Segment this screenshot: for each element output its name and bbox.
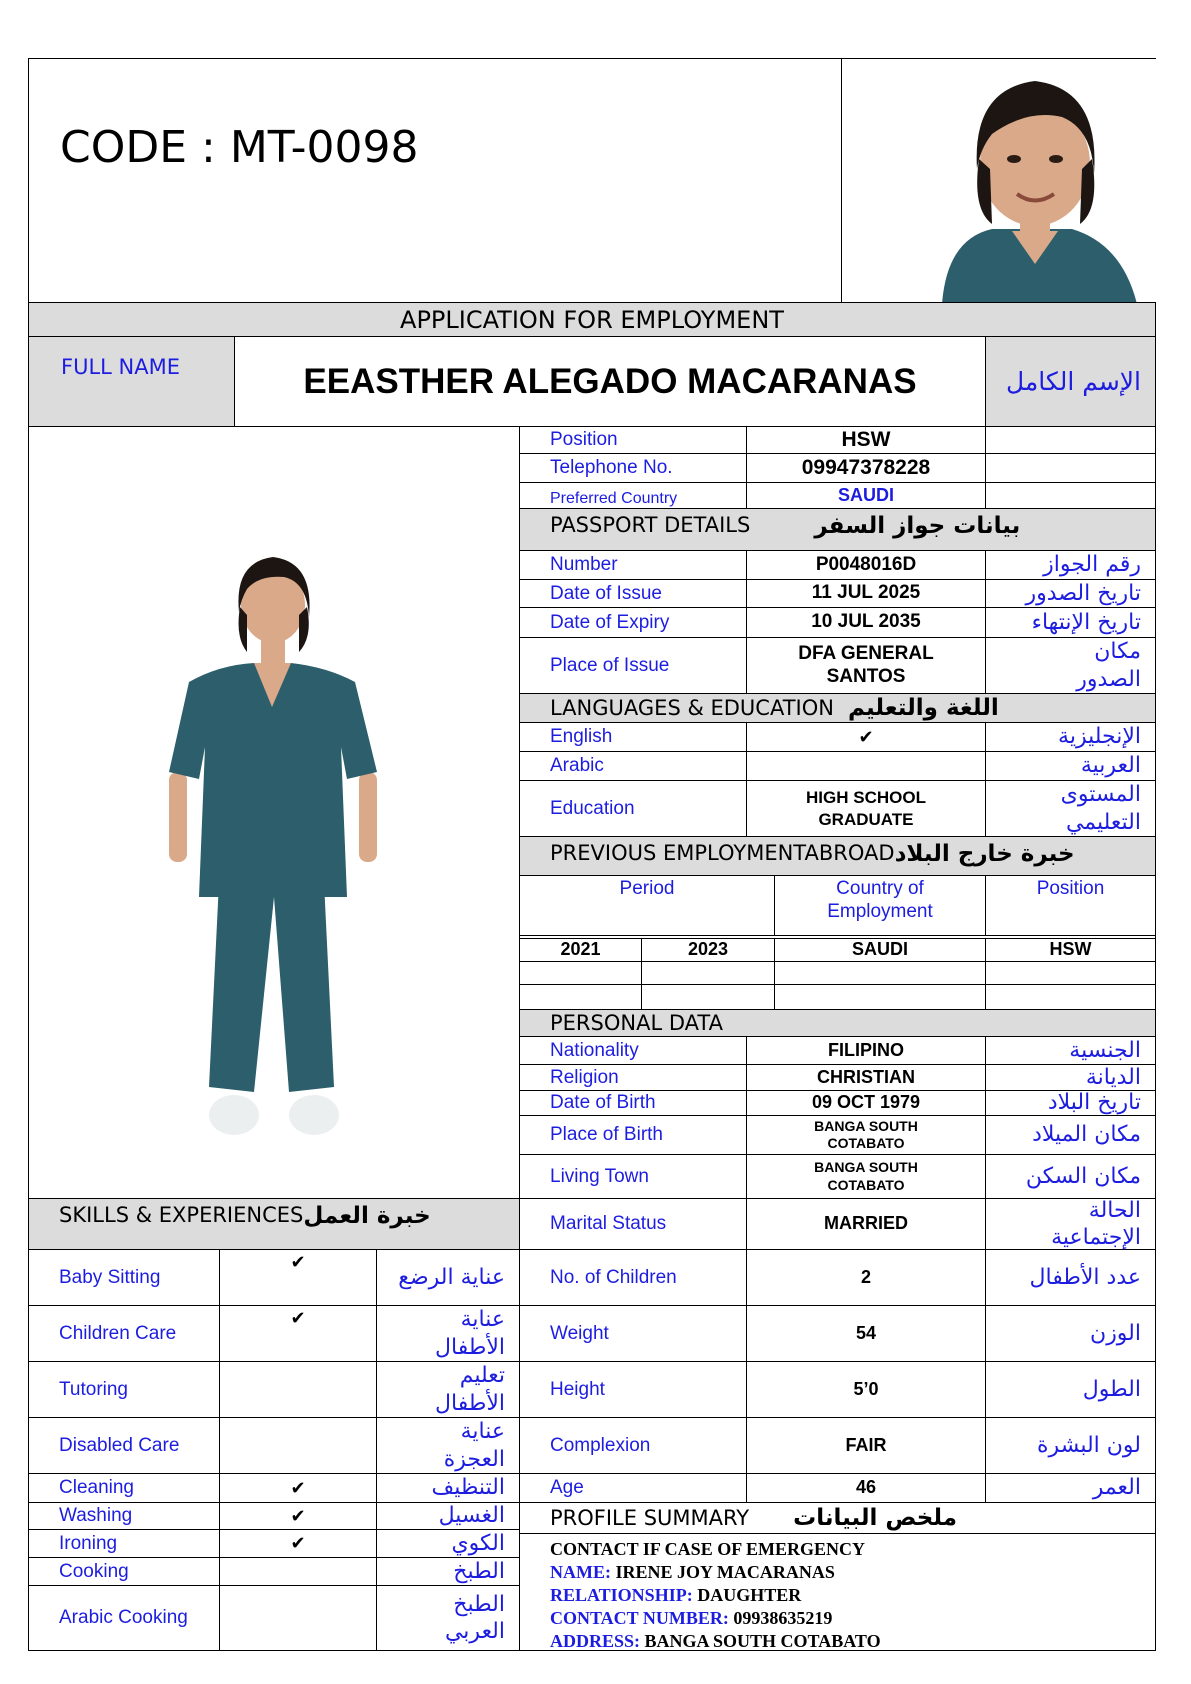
employment-row-1-country: SAUDI [774, 938, 986, 962]
portrait-box [841, 58, 1156, 303]
skill-arabic-cooking-label: Arabic Cooking [28, 1585, 220, 1651]
employment-row-3-to [641, 984, 775, 1010]
emergency-relationship-label: RELATIONSHIP: [550, 1585, 693, 1605]
nationality-value: FILIPINO [746, 1036, 986, 1065]
skill-cleaning-label: Cleaning [28, 1473, 220, 1503]
personal-data-header [519, 1009, 1156, 1037]
emergency-address-label: ADDRESS: [550, 1631, 641, 1651]
living-town-value: BANGA SOUTH COTABATO [746, 1154, 986, 1199]
full-name-label: FULL NAME [61, 355, 180, 379]
preferred-country-value: SAUDI [746, 482, 986, 509]
employment-row-2-to [641, 961, 775, 985]
age-value: 46 [746, 1473, 986, 1503]
skill-cooking-arabic: الطبخ [376, 1557, 520, 1586]
skill-tutoring-arabic: تعليم الأطفال [376, 1361, 520, 1418]
telephone-value: 09947378228 [746, 453, 986, 483]
telephone-arabic-cell [985, 453, 1156, 483]
place-of-issue-value: DFA GENERAL SANTOS [746, 637, 986, 694]
expiry-date-label: Date of Expiry [519, 607, 747, 638]
employment-row-2-country [774, 961, 986, 985]
emergency-contact-number: 09938635219 [733, 1608, 833, 1628]
religion-value: CHRISTIAN [746, 1064, 986, 1091]
skill-cleaning-arabic: التنظيف [376, 1473, 520, 1503]
skill-baby-sitting-check: ✔ [219, 1249, 377, 1306]
skill-arabic-cooking-check [219, 1585, 377, 1651]
profile-summary-header [519, 1502, 1156, 1534]
height-label: Height [519, 1361, 747, 1418]
children-arabic: عدد الأطفال [985, 1249, 1156, 1306]
skill-cleaning-check: ✔ [219, 1473, 377, 1503]
emergency-address-line [550, 1630, 1155, 1653]
preferred-country-arabic-cell [985, 482, 1156, 509]
previous-employment-header [519, 836, 1156, 876]
emergency-relationship-line [550, 1584, 1155, 1607]
emergency-name-label: NAME: [550, 1562, 611, 1582]
date-of-birth-arabic: تاريخ البلاد [985, 1090, 1156, 1116]
languages-header-label: LANGUAGES & EDUCATION [550, 696, 834, 720]
portrait-photo [842, 59, 1156, 303]
complexion-arabic: لون البشرة [985, 1417, 1156, 1474]
arabic-arabic: العربية [985, 751, 1156, 781]
passport-number-arabic: رقم الجواز [985, 550, 1156, 580]
preferred-country-label: Preferred Country [519, 482, 747, 509]
employment-row-3-country [774, 984, 986, 1010]
education-value: HIGH SCHOOL GRADUATE [746, 780, 986, 837]
religion-arabic: الديانة [985, 1064, 1156, 1091]
height-value: 5’0 [746, 1361, 986, 1418]
skill-ironing-arabic: الكوي [376, 1529, 520, 1558]
languages-header [519, 693, 1156, 723]
personal-data-header-label: PERSONAL DATA [550, 1011, 723, 1035]
children-label: No. of Children [519, 1249, 747, 1306]
skill-baby-sitting-arabic: عناية الرضع [376, 1249, 520, 1306]
education-arabic: المستوى التعليمي [985, 780, 1156, 837]
date-of-birth-label: Date of Birth [519, 1090, 747, 1116]
skill-disabled-care-label: Disabled Care [28, 1417, 220, 1474]
place-of-issue-label: Place of Issue [519, 637, 747, 694]
issue-date-value: 11 JUL 2025 [746, 579, 986, 608]
place-of-birth-label: Place of Birth [519, 1115, 747, 1155]
code-box [28, 58, 842, 303]
employment-row-1-from: 2021 [519, 938, 642, 962]
religion-label: Religion [519, 1064, 747, 1091]
full-name-label-cell [28, 336, 235, 427]
skill-children-care-label: Children Care [28, 1305, 220, 1362]
marital-status-value: MARRIED [746, 1198, 986, 1250]
complexion-label: Complexion [519, 1417, 747, 1474]
english-arabic: الإنجليزية [985, 722, 1156, 752]
emergency-name-line [550, 1561, 1155, 1584]
skills-header-arabic: خبرة العمل [303, 1203, 431, 1229]
height-arabic: الطول [985, 1361, 1156, 1418]
nationality-label: Nationality [519, 1036, 747, 1065]
full-name-value-cell [234, 336, 986, 427]
place-of-birth-arabic: مكان الميلاد [985, 1115, 1156, 1155]
skill-ironing-label: Ironing [28, 1529, 220, 1558]
employment-row-1-position: HSW [985, 938, 1156, 962]
profile-summary-header-arabic: ملخص البيانات [793, 1505, 958, 1531]
form-title: APPLICATION FOR EMPLOYMENT [400, 305, 784, 334]
position-column-header: Position [985, 875, 1156, 936]
position-value: HSW [746, 426, 986, 454]
position-arabic-cell [985, 426, 1156, 454]
previous-employment-header-label: PREVIOUS EMPLOYMENTABROAD [550, 841, 895, 865]
employment-row-2-from [519, 961, 642, 985]
education-label: Education [519, 780, 747, 837]
emergency-name: IRENE JOY MACARANAS [615, 1562, 835, 1582]
emergency-contact-line [550, 1607, 1155, 1630]
full-name-value: EEASTHER ALEGADO MACARANAS [303, 361, 917, 401]
telephone-label: Telephone No. [519, 453, 747, 483]
age-arabic: العمر [985, 1473, 1156, 1503]
place-of-issue-arabic: مكان الصدور [985, 637, 1156, 694]
form-title-bar [28, 302, 1156, 337]
emergency-contact-box [519, 1533, 1156, 1651]
full-body-photo [29, 427, 519, 1197]
employment-row-1-to: 2023 [641, 938, 775, 962]
full-name-arabic: الإسم الكامل [985, 336, 1156, 427]
skill-disabled-care-check [219, 1417, 377, 1474]
skill-washing-check: ✔ [219, 1502, 377, 1530]
age-label: Age [519, 1473, 747, 1503]
skill-cooking-label: Cooking [28, 1557, 220, 1586]
skill-arabic-cooking-arabic: الطبخ العربي [376, 1585, 520, 1651]
languages-header-arabic: اللغة والتعليم [847, 695, 999, 721]
children-value: 2 [746, 1249, 986, 1306]
applicant-code: CODE : MT-0098 [60, 122, 419, 173]
arabic-label: Arabic [519, 751, 747, 781]
skills-header [28, 1198, 520, 1250]
position-label: Position [519, 426, 747, 454]
employment-row-3-position [985, 984, 1156, 1010]
passport-number-value: P0048016D [746, 550, 986, 580]
weight-arabic: الوزن [985, 1305, 1156, 1362]
skill-tutoring-check [219, 1361, 377, 1418]
employment-row-2-position [985, 961, 1156, 985]
passport-header-label: PASSPORT DETAILS [550, 513, 751, 537]
emergency-address: BANGA SOUTH COTABATO [644, 1631, 881, 1651]
english-label: English [519, 722, 747, 752]
passport-header-arabic: بيانات جواز السفر [814, 513, 1021, 539]
employment-row-3-from [519, 984, 642, 1010]
emergency-contact-title: CONTACT IF CASE OF EMERGENCY [550, 1539, 866, 1559]
skill-cooking-check [219, 1557, 377, 1586]
skill-ironing-check: ✔ [219, 1529, 377, 1558]
skills-header-label: SKILLS & EXPERIENCES [59, 1203, 304, 1227]
profile-summary-header-label: PROFILE SUMMARY [550, 1506, 750, 1530]
living-town-label: Living Town [519, 1154, 747, 1199]
weight-value: 54 [746, 1305, 986, 1362]
full-body-photo-box [28, 426, 520, 1199]
complexion-value: FAIR [746, 1417, 986, 1474]
living-town-arabic: مكان السكن [985, 1154, 1156, 1199]
english-value: ✔ [746, 722, 986, 752]
country-column-header: Country of Employment [774, 875, 986, 936]
expiry-date-value: 10 JUL 2035 [746, 607, 986, 638]
marital-status-label: Marital Status [519, 1198, 747, 1250]
skill-disabled-care-arabic: عناية العجزة [376, 1417, 520, 1474]
skill-children-care-arabic: عناية الأطفال [376, 1305, 520, 1362]
passport-header [519, 508, 1156, 551]
weight-label: Weight [519, 1305, 747, 1362]
emergency-contact-label: CONTACT NUMBER: [550, 1608, 729, 1628]
skill-baby-sitting-label: Baby Sitting [28, 1249, 220, 1306]
marital-status-arabic: الحالة الإجتماعية [985, 1198, 1156, 1250]
period-column-header: Period [519, 875, 775, 936]
issue-date-label: Date of Issue [519, 579, 747, 608]
skill-children-care-check: ✔ [219, 1305, 377, 1362]
skill-tutoring-label: Tutoring [28, 1361, 220, 1418]
passport-number-label: Number [519, 550, 747, 580]
skill-washing-arabic: الغسيل [376, 1502, 520, 1530]
date-of-birth-value: 09 OCT 1979 [746, 1090, 986, 1116]
expiry-date-arabic: تاريخ الإنتهاء [985, 607, 1156, 638]
issue-date-arabic: تاريخ الصدور [985, 579, 1156, 608]
place-of-birth-value: BANGA SOUTH COTABATO [746, 1115, 986, 1155]
skill-washing-label: Washing [28, 1502, 220, 1530]
emergency-relationship: DAUGHTER [697, 1585, 802, 1605]
arabic-value [746, 751, 986, 781]
previous-employment-header-arabic: خبرة خارج البلاد [894, 841, 1075, 867]
nationality-arabic: الجنسية [985, 1036, 1156, 1065]
